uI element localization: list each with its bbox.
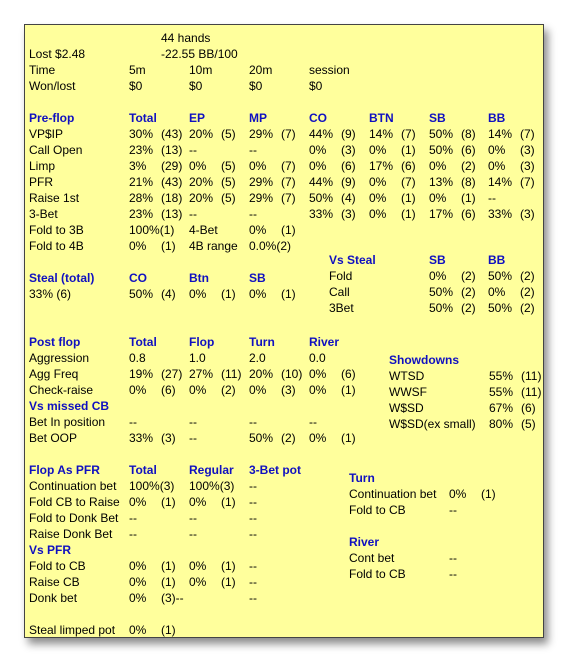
preflop-cell: 0%: [488, 159, 506, 173]
steal-limped-pot-count: (1): [161, 623, 176, 637]
preflop-cell: 20%: [189, 127, 214, 141]
preflop-cell: 23%: [129, 207, 154, 221]
vs-steal-row-label: Call: [329, 285, 350, 299]
preflop-cell: (5): [221, 191, 236, 205]
preflop-cell: 28%: [129, 191, 154, 205]
preflop-cell: (6): [401, 159, 416, 173]
postflop-cell: 0%: [309, 367, 327, 381]
preflop-cell: 21%: [129, 175, 154, 189]
showdown-cell: 55%: [489, 369, 514, 383]
flop-pfr-row-label: Raise Donk Bet: [29, 527, 113, 541]
steal-limped-pot-label: Steal limped pot: [29, 623, 116, 637]
preflop-cell: 29%: [249, 191, 274, 205]
time-label: Time: [29, 63, 56, 77]
preflop-cell: (7): [520, 175, 535, 189]
flop-pfr-cell: --: [249, 495, 257, 509]
preflop-cell: 0%: [309, 159, 327, 173]
aggression-total: 0.8: [129, 351, 146, 365]
preflop-cell: (7): [281, 159, 296, 173]
postflop-cell: 27%: [189, 367, 214, 381]
flop-pfr-cell: 0%: [129, 495, 147, 509]
vs-pfr-cell: (1): [221, 575, 236, 589]
preflop-cell: (43): [161, 175, 183, 189]
lost-amount: Lost $2.48: [29, 47, 86, 61]
vs-pfr-cell: --: [249, 559, 257, 573]
player-name-redacted: [31, 29, 83, 43]
steal-btn-count: (1): [221, 287, 236, 301]
preflop-row-label: Raise 1st: [29, 191, 80, 205]
turn-cbet-value: 0%: [449, 487, 467, 501]
preflop-cell: (7): [281, 191, 296, 205]
preflop-row-label: PFR: [29, 175, 53, 189]
flop-pfr-row-label: Continuation bet: [29, 479, 117, 493]
preflop-cell: 20%: [189, 175, 214, 189]
vs-pfr-cell: (1): [221, 559, 236, 573]
fold-to-4b-value: 0%: [129, 239, 147, 253]
preflop-row-label: Call Open: [29, 143, 83, 157]
won-lost-10m: $0: [189, 79, 203, 93]
preflop-cell: 14%: [369, 127, 394, 141]
vs-steal-cell: 0%: [429, 269, 447, 283]
preflop-cell: --: [249, 207, 257, 221]
showdown-row-label: WWSF: [389, 385, 427, 399]
preflop-cell: 0%: [369, 207, 387, 221]
preflop-row-label: 3-Bet: [29, 207, 58, 221]
fold-to-4b-label: Fold to 4B: [29, 239, 84, 253]
four-bet-value: 0%: [249, 223, 267, 237]
vs-steal-cell: (2): [461, 269, 476, 283]
turn-cbet-label: Continuation bet: [349, 487, 437, 501]
preflop-cell: (7): [401, 127, 416, 141]
postflop-col-turn: Turn: [249, 335, 275, 349]
vs-steal-cell: (2): [520, 285, 535, 299]
showdown-cell: 80%: [489, 417, 514, 431]
preflop-cell: (3): [341, 143, 356, 157]
bet-in-position-flop: --: [189, 415, 197, 429]
flop-pfr-row-label: Fold to Donk Bet: [29, 511, 119, 525]
postflop-col-total: Total: [129, 335, 157, 349]
vs-steal-cell: (2): [461, 285, 476, 299]
flop-pfr-cell: --: [129, 527, 137, 541]
steal-sb-count: (1): [281, 287, 296, 301]
preflop-col-ep: EP: [189, 111, 206, 125]
flop-pfr-cell: --: [249, 527, 257, 541]
preflop-cell: (2): [461, 159, 476, 173]
preflop-cell: 50%: [429, 143, 454, 157]
time-col-10m: 10m: [189, 63, 213, 77]
showdown-cell: (11): [521, 385, 542, 399]
preflop-cell: 13%: [429, 175, 454, 189]
flop-pfr-col-total: Total: [129, 463, 157, 477]
preflop-cell: 14%: [488, 175, 513, 189]
bet-in-position-total: --: [129, 415, 137, 429]
vs-pfr-row-label: Donk bet: [29, 591, 78, 605]
showdown-cell: (5): [521, 417, 536, 431]
vs-steal-cell: 50%: [429, 285, 454, 299]
four-bet-range-value: 0.0%(2): [249, 239, 292, 253]
vs-steal-col-sb: SB: [429, 253, 446, 267]
preflop-cell: 44%: [309, 175, 334, 189]
bb-per-100: -22.55 BB/100: [161, 47, 238, 61]
showdown-row-label: W$SD: [389, 401, 424, 415]
vs-pfr-cell: (3)--: [161, 591, 184, 605]
steal-co-count: (4): [161, 287, 176, 301]
preflop-cell: (6): [461, 143, 476, 157]
preflop-cell: 0%: [189, 159, 207, 173]
won-lost-label: Won/lost: [29, 79, 76, 93]
four-bet-range-label: 4B range: [189, 239, 238, 253]
preflop-cell: 29%: [249, 175, 274, 189]
showdown-row-label: WTSD: [389, 369, 425, 383]
vs-pfr-cell: --: [249, 591, 257, 605]
flop-pfr-cell: --: [249, 479, 257, 493]
preflop-cell: (3): [341, 207, 356, 221]
preflop-col-btn: BTN: [369, 111, 394, 125]
preflop-cell: 50%: [309, 191, 334, 205]
flop-pfr-cell: --: [249, 511, 257, 525]
vs-pfr-cell: (1): [161, 575, 176, 589]
flop-pfr-cell: 100%(3): [189, 479, 235, 493]
turn-fold-to-cb-value: --: [449, 503, 457, 517]
bet-in-position-turn: --: [249, 415, 257, 429]
steal-limped-pot-value: 0%: [129, 623, 147, 637]
preflop-cell: (8): [461, 127, 476, 141]
preflop-cell: (43): [161, 127, 183, 141]
flop-pfr-cell: (1): [221, 495, 236, 509]
river-header: River: [349, 535, 380, 549]
preflop-cell: (8): [461, 175, 476, 189]
preflop-cell: (7): [281, 127, 296, 141]
preflop-cell: 44%: [309, 127, 334, 141]
vs-steal-cell: 50%: [488, 269, 513, 283]
bet-in-position-label: Bet In position: [29, 415, 106, 429]
preflop-cell: 23%: [129, 143, 154, 157]
steal-total-header: Steal (total): [29, 271, 95, 285]
vs-steal-header: Vs Steal: [329, 253, 376, 267]
preflop-row-label: Limp: [29, 159, 56, 173]
preflop-cell: 33%: [488, 207, 513, 221]
preflop-cell: (9): [341, 175, 356, 189]
steal-col-sb: SB: [249, 271, 266, 285]
preflop-cell: 0%: [369, 175, 387, 189]
showdown-cell: (11): [521, 369, 542, 383]
showdown-cell: 67%: [489, 401, 514, 415]
bet-oop-river-count: (1): [341, 431, 356, 445]
preflop-cell: --: [189, 143, 197, 157]
vs-pfr-cell: --: [249, 575, 257, 589]
won-lost-5m: $0: [129, 79, 143, 93]
postflop-row-label: Check-raise: [29, 383, 94, 397]
preflop-cell: --: [488, 191, 496, 205]
flop-pfr-cell: 100%(3): [129, 479, 175, 493]
vs-pfr-cell: 0%: [129, 591, 147, 605]
postflop-cell: (2): [221, 383, 236, 397]
steal-co-value: 50%: [129, 287, 154, 301]
preflop-cell: (1): [401, 191, 416, 205]
aggression-flop: 1.0: [189, 351, 206, 365]
preflop-col-bb: BB: [488, 111, 506, 125]
postflop-cell: (6): [161, 383, 176, 397]
steal-sb-value: 0%: [249, 287, 267, 301]
flop-pfr-col-regular: Regular: [189, 463, 234, 477]
four-bet-count: (1): [281, 223, 296, 237]
time-col-session: session: [309, 63, 350, 77]
bet-oop-flop: --: [189, 431, 197, 445]
preflop-cell: (3): [520, 207, 535, 221]
preflop-cell: --: [249, 143, 257, 157]
postflop-cell: (27): [161, 367, 183, 381]
postflop-header: Post flop: [29, 335, 81, 349]
preflop-cell: 30%: [129, 127, 154, 141]
preflop-cell: (1): [461, 191, 476, 205]
vs-pfr-header: Vs PFR: [29, 543, 72, 557]
steal-btn-value: 0%: [189, 287, 207, 301]
postflop-col-flop: Flop: [189, 335, 215, 349]
flop-pfr-cell: --: [189, 511, 197, 525]
postflop-cell: (10): [281, 367, 303, 381]
vs-pfr-row-label: Raise CB: [29, 575, 80, 589]
preflop-header: Pre-flop: [29, 111, 75, 125]
preflop-cell: (7): [520, 127, 535, 141]
preflop-cell: (4): [341, 191, 356, 205]
showdown-cell: 55%: [489, 385, 514, 399]
vs-pfr-cell: 0%: [189, 559, 207, 573]
preflop-cell: 0%: [488, 143, 506, 157]
preflop-cell: (18): [161, 191, 183, 205]
steal-col-btn: Btn: [189, 271, 209, 285]
flop-pfr-row-label: Fold CB to Raise: [29, 495, 120, 509]
preflop-cell: (29): [161, 159, 183, 173]
preflop-cell: (1): [401, 207, 416, 221]
river-cont-bet-label: Cont bet: [349, 551, 395, 565]
showdown-row-label: W$SD(ex small): [389, 417, 476, 431]
preflop-cell: 17%: [429, 207, 454, 221]
vs-pfr-row-label: Fold to CB: [29, 559, 86, 573]
flop-as-pfr-header: Flop As PFR: [29, 463, 100, 477]
bet-oop-total: 33%: [129, 431, 154, 445]
preflop-cell: (5): [221, 159, 236, 173]
won-lost-20m: $0: [249, 79, 263, 93]
preflop-cell: 20%: [189, 191, 214, 205]
aggression-label: Aggression: [29, 351, 90, 365]
preflop-cell: (5): [221, 127, 236, 141]
postflop-cell: (11): [221, 367, 242, 381]
vs-steal-cell: (2): [520, 269, 535, 283]
postflop-row-label: Agg Freq: [29, 367, 79, 381]
postflop-cell: 20%: [249, 367, 274, 381]
bet-oop-label: Bet OOP: [29, 431, 78, 445]
fold-to-3b-label: Fold to 3B: [29, 223, 84, 237]
hud-stats-popup: [24, 24, 544, 638]
preflop-cell: 50%: [429, 127, 454, 141]
fold-to-3b-value: 100%(1): [129, 223, 175, 237]
preflop-cell: 17%: [369, 159, 394, 173]
preflop-cell: (5): [221, 175, 236, 189]
postflop-cell: (6): [341, 367, 356, 381]
preflop-cell: 0%: [369, 191, 387, 205]
vs-steal-cell: 50%: [429, 301, 454, 315]
preflop-cell: --: [189, 207, 197, 221]
postflop-cell: (1): [341, 383, 356, 397]
preflop-cell: (6): [461, 207, 476, 221]
river-fold-to-cb-value: --: [449, 567, 457, 581]
bet-oop-turn: 50%: [249, 431, 274, 445]
postflop-cell: (3): [281, 383, 296, 397]
bet-oop-turn-count: (2): [281, 431, 296, 445]
vs-steal-cell: (2): [520, 301, 535, 315]
showdowns-header: Showdowns: [389, 353, 459, 367]
preflop-cell: (9): [341, 127, 356, 141]
steal-total-value: 33% (6): [29, 287, 72, 301]
four-bet-label: 4-Bet: [189, 223, 218, 237]
preflop-cell: 3%: [129, 159, 147, 173]
river-fold-to-cb-label: Fold to CB: [349, 567, 406, 581]
postflop-col-river: River: [309, 335, 340, 349]
showdown-cell: (6): [521, 401, 536, 415]
flop-pfr-cell: 0%: [189, 495, 207, 509]
vs-steal-cell: (2): [461, 301, 476, 315]
preflop-col-sb: SB: [429, 111, 446, 125]
preflop-cell: (7): [281, 175, 296, 189]
postflop-cell: 0%: [249, 383, 267, 397]
aggression-turn: 2.0: [249, 351, 266, 365]
bet-oop-river: 0%: [309, 431, 327, 445]
preflop-cell: (3): [520, 159, 535, 173]
preflop-cell: 0%: [369, 143, 387, 157]
turn-cbet-count: (1): [481, 487, 496, 501]
vs-steal-row-label: 3Bet: [329, 301, 354, 315]
preflop-cell: 0%: [249, 159, 267, 173]
preflop-col-co: CO: [309, 111, 327, 125]
vs-steal-row-label: Fold: [329, 269, 353, 283]
vs-steal-cell: 0%: [488, 285, 506, 299]
postflop-cell: 0%: [129, 383, 147, 397]
preflop-cell: (1): [401, 143, 416, 157]
postflop-cell: 0%: [189, 383, 207, 397]
vs-steal-cell: 50%: [488, 301, 513, 315]
vs-missed-cb-header: Vs missed CB: [29, 399, 110, 413]
time-col-5m: 5m: [129, 63, 146, 77]
preflop-cell: (7): [401, 175, 416, 189]
preflop-col-total: Total: [129, 111, 157, 125]
preflop-cell: 0%: [309, 143, 327, 157]
preflop-cell: (6): [341, 159, 356, 173]
turn-fold-to-cb-label: Fold to CB: [349, 503, 406, 517]
fold-to-4b-count: (1): [161, 239, 176, 253]
vs-pfr-cell: 0%: [129, 559, 147, 573]
postflop-cell: 0%: [309, 383, 327, 397]
steal-col-co: CO: [129, 271, 147, 285]
preflop-cell: 14%: [488, 127, 513, 141]
preflop-cell: (13): [161, 207, 183, 221]
flop-pfr-col-3bet-pot: 3-Bet pot: [249, 463, 301, 477]
flop-pfr-cell: --: [129, 511, 137, 525]
preflop-cell: 29%: [249, 127, 274, 141]
vs-steal-col-bb: BB: [488, 253, 506, 267]
preflop-cell: 0%: [429, 191, 447, 205]
vs-pfr-cell: 0%: [189, 575, 207, 589]
flop-pfr-cell: (1): [161, 495, 176, 509]
postflop-cell: 19%: [129, 367, 154, 381]
flop-pfr-cell: --: [189, 527, 197, 541]
preflop-col-mp: MP: [249, 111, 267, 125]
time-col-20m: 20m: [249, 63, 273, 77]
preflop-row-label: VP$IP: [29, 127, 64, 141]
preflop-cell: (13): [161, 143, 183, 157]
aggression-river: 0.0: [309, 351, 326, 365]
vs-pfr-cell: (1): [161, 559, 176, 573]
won-lost-session: $0: [309, 79, 323, 93]
hands-count: 44 hands: [161, 31, 211, 45]
bet-in-position-river: --: [309, 415, 317, 429]
preflop-cell: 33%: [309, 207, 334, 221]
bet-oop-total-count: (3): [161, 431, 176, 445]
preflop-cell: 0%: [429, 159, 447, 173]
preflop-cell: (3): [520, 143, 535, 157]
turn-header: Turn: [349, 471, 375, 485]
vs-pfr-cell: 0%: [129, 575, 147, 589]
river-cont-bet-value: --: [449, 551, 457, 565]
